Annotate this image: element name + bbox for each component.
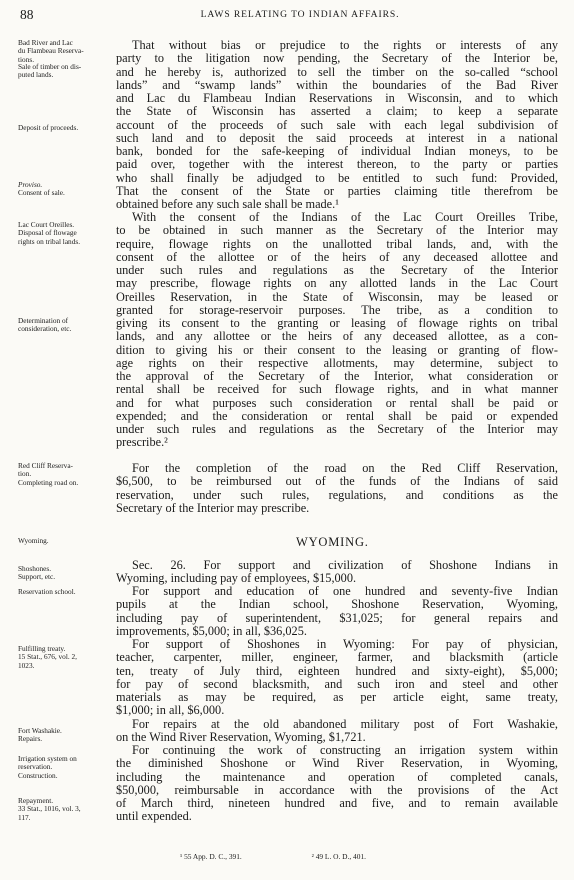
page-number: 88: [20, 7, 34, 22]
text-line: consent of the allottee or of the heirs of any deceased allottee and: [116, 250, 558, 264]
text-line: $6,500, to be reimbursed out of the funds of the Indians of said: [116, 475, 558, 489]
margin-note: [18, 755, 114, 780]
text-line: giving its consent to the granting or leasing of flowage rights on tribal: [116, 317, 558, 330]
paragraph: [116, 638, 558, 718]
text-line: age rights on their respective allotments, may determine, subject to: [116, 356, 558, 370]
text-line: Sec. 26. For support and civilization of Shoshone Indians in: [132, 559, 558, 572]
section-heading: WYOMING.: [296, 535, 369, 549]
text-line: lands, and any allottee or the heirs of any deceased allottee, as a con-: [116, 330, 558, 344]
text-line: party to the litigation now pending, the Secretary of the Interior be,: [116, 52, 558, 66]
text-line: For repairs at the old abandoned military post of Fort Washakie,: [132, 718, 558, 731]
text-line: For support and education of one hundred and seventy-five Indian: [132, 585, 558, 598]
text-line: With the consent of the Indians of the Lac Court Oreilles Tribe,: [132, 211, 558, 224]
paragraph: [116, 39, 558, 211]
margin-note-line: Repairs.: [18, 734, 43, 744]
running-title: LAWS RELATING TO INDIAN AFFAIRS.: [200, 9, 400, 20]
text-line: For support of Shoshones in Wyoming: For pay of physician,: [132, 638, 558, 651]
text-line: paid over, together with the interest thereon, to the party or parties: [116, 158, 558, 172]
margin-note-line: Bad River and Lac: [18, 38, 73, 47]
text-line: under such rules and regulations as the Secretary of the Interior may: [116, 423, 558, 436]
text-line: lands” and “swamp lands” within the boundaries of the Bad River: [116, 78, 558, 92]
text-line: the diminished Shoshone or Wind River Reservation, in Wyoming,: [116, 757, 558, 771]
margin-note-line: Wyoming.: [18, 536, 49, 545]
margin-note-line: Disposal of flowage: [18, 228, 77, 238]
text-line: pupils at the Indian school, Shoshone Reservation, Wyoming,: [116, 598, 558, 612]
text-line: reservation, under such rules, regulations, and conditions as the: [116, 488, 558, 502]
margin-note-line: Red Cliff Reserva-: [18, 461, 73, 470]
text-line: Oreilles Reservation, in the State of Wisconsin, may be leased or: [116, 290, 558, 304]
text-line: may prescribe, flowage rights on any allotted lands in the Lac Court: [116, 277, 558, 291]
margin-note-line: puted lands.: [18, 70, 54, 80]
margin-note: [18, 317, 114, 334]
text-line: For the completion of the road on the Red Cliff Reservation,: [132, 462, 558, 475]
text-line: require, flowage rights on the unallotted tribal lands, and, with the: [116, 237, 558, 251]
margin-note-line: Reservation school.: [18, 587, 76, 596]
text-line: obtained before any such sale shall be made.¹: [116, 198, 339, 211]
margin-note: [18, 588, 114, 596]
text-line: expended; and the consideration or rental shall be paid or expended: [116, 409, 558, 423]
text-line: bank, bonded for the safe-keeping of individual Indian moneys, to be: [116, 145, 558, 158]
margin-note-line: Determination of: [18, 316, 69, 325]
paragraph: [116, 718, 558, 745]
margin-note-line: Deposit of proceeds.: [18, 123, 79, 132]
paragraph: [116, 744, 558, 824]
paragraph: [116, 211, 558, 450]
margin-note-line: Completing road on.: [18, 477, 79, 487]
footnote-1: ¹ 55 App. D. C., 391.: [180, 852, 242, 861]
text-line: $50,000, reimbursable in accordance with the provisions of the Act: [116, 783, 558, 797]
text-line: under such rules and regulations as the Secretary of the Interior: [116, 264, 558, 277]
text-line: Secretary of the Interior may prescribe.: [116, 501, 310, 515]
margin-note-line: du Flambeau Reserva-: [18, 46, 84, 56]
margin-note-line: Proviso.: [18, 180, 43, 189]
text-line: for pay of second blacksmith, and such iron and steel and other: [116, 677, 558, 691]
margin-note-line: Repayment.: [18, 796, 54, 805]
margin-note-line: Lac Court Oreilles.: [18, 220, 75, 229]
margin-note: [18, 462, 114, 487]
margin-note-line: 15 Stat., 676, vol. 2,: [18, 652, 77, 662]
margin-note-line: tions.: [18, 54, 35, 64]
margin-note-line: 117.: [18, 812, 31, 822]
text-line: Wyoming, including pay of employees, $15,000.: [116, 572, 357, 586]
paragraph: [116, 462, 558, 515]
margin-note-line: rights on tribal lands.: [18, 236, 81, 246]
margin-note: [18, 63, 114, 80]
margin-note-line: reservation.: [18, 762, 53, 772]
text-line: granted for storage-reservoir purposes. The tribe, as a condition to: [116, 303, 558, 317]
margin-note-line: tion.: [18, 469, 32, 479]
text-line: That the consent of the State or parties claiming title therefrom be: [116, 184, 558, 198]
text-line: teacher, carpenter, miller, engineer, farmer, and blacksmith (article: [116, 651, 558, 665]
footnotes: [180, 852, 480, 861]
margin-note: [18, 39, 114, 64]
margin-note-line: Shoshones.: [18, 564, 52, 573]
text-line: of March third, nineteen hundred and five, and to remain available: [116, 797, 558, 810]
margin-note: [18, 645, 114, 670]
text-line: including pay of superintendent, $31,025; for general repairs and: [116, 611, 558, 625]
margin-note: [18, 727, 114, 744]
text-line: including the maintenance and operation of completed canals,: [116, 770, 558, 784]
margin-note-line: Consent of sale.: [18, 188, 65, 198]
margin-note: [18, 565, 114, 582]
margin-note: [18, 221, 114, 246]
text-line: ten, treaty of July third, eighteen hundred and sixty-eight), $5,000;: [116, 664, 558, 678]
text-line: prescribe.²: [116, 436, 168, 450]
text-line: who shall finally be adjudged to be entitled to such fund: Provided,: [116, 171, 558, 185]
margin-note-line: 1023.: [18, 660, 35, 670]
margin-note: [18, 181, 114, 198]
margin-note-line: Support, etc.: [18, 572, 56, 582]
text-line: account of the proceeds of such sale with each legal subdivision of: [116, 118, 558, 132]
margin-note-line: Fort Washakie.: [18, 726, 62, 735]
text-line: materials as may be required, as per article eight, same treaty,: [116, 691, 558, 704]
margin-note-line: 33 Stat., 1016, vol. 3,: [18, 804, 81, 814]
paragraph: [116, 559, 558, 586]
text-line: such land and to deposit the said proceeds at interest in a national: [116, 131, 558, 145]
footnote-2: ² 49 L. O. D., 401.: [311, 852, 366, 861]
text-line: until expended.: [116, 810, 192, 824]
margin-note-line: Sale of timber on dis-: [18, 62, 82, 71]
text-line: to be obtained in such manner as the Secretary of the Interior may: [116, 224, 558, 238]
text-line: rental shall be received for such flowage rights, and in what manner: [116, 383, 558, 397]
text-line: For continuing the work of constructing an irrigation system within: [132, 744, 558, 757]
margin-note-line: Fulfilling treaty.: [18, 644, 66, 653]
margin-note-line: Construction.: [18, 770, 58, 780]
margin-note: [18, 537, 114, 545]
text-line: dition to giving his or their consent to the leasing or granting of flow-: [116, 343, 558, 357]
margin-note: [18, 124, 114, 132]
text-line: the approval of the Secretary of the Interior, what consideration or: [116, 370, 558, 383]
text-line: and for what purposes such consideration or rental shall be paid or: [116, 396, 558, 410]
text-line: the State of Wisconsin has asserted a claim; to keep a separate: [116, 105, 558, 119]
paragraph: [116, 585, 558, 638]
margin-note-line: Irrigation system on: [18, 754, 77, 763]
text-line: and Lac du Flambeau Indian Reservations in Wisconsin, and to which: [116, 92, 558, 105]
text-line: and he hereby is, authorized to sell the timber on the so-called “school: [116, 65, 558, 79]
margin-note-line: consideration, etc.: [18, 324, 72, 334]
text-line: improvements, $5,000; in all, $36,025.: [116, 624, 307, 638]
text-line: That without bias or prejudice to the rights or interests of any: [132, 39, 558, 52]
margin-note: [18, 797, 114, 822]
text-line: on the Wind River Reservation, Wyoming, $1,721.: [116, 731, 366, 745]
text-line: $1,000; in all, $6,000.: [116, 704, 225, 718]
